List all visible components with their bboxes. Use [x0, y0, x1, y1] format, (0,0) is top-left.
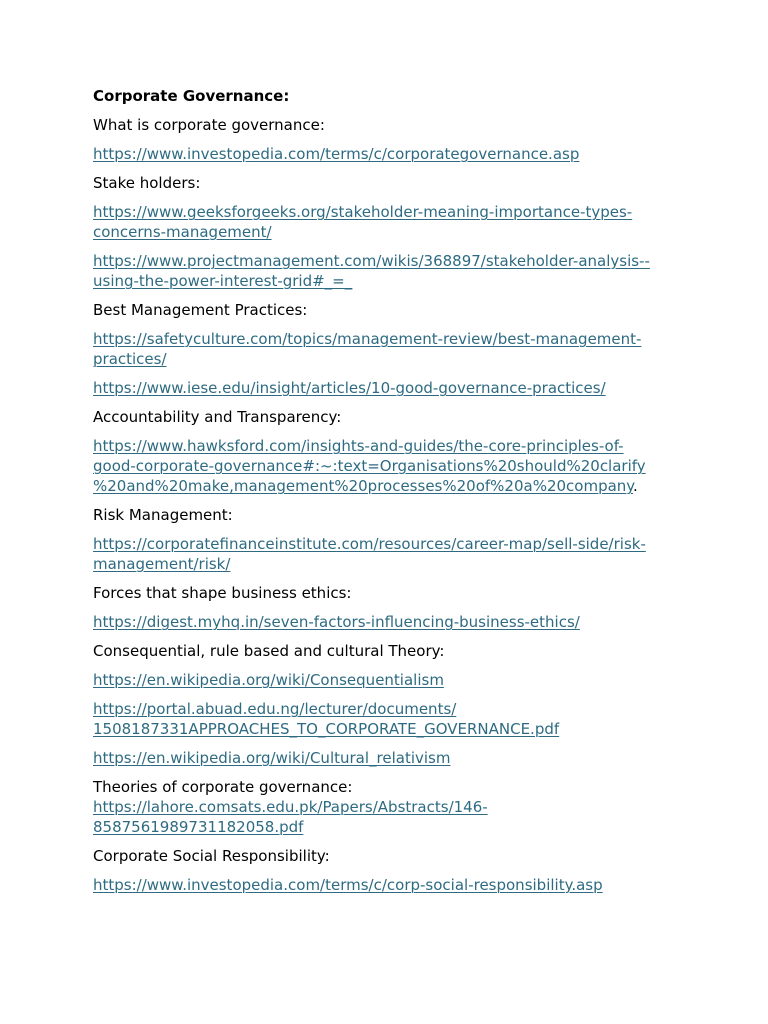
- section-heading: Theories of corporate governance:: [93, 778, 353, 796]
- reference-link[interactable]: [93, 876, 603, 894]
- link-text-line[interactable]: https://safetyculture.com/topics/management-review/best-management-: [93, 330, 642, 348]
- link-paragraph: [93, 748, 678, 768]
- link-text-line[interactable]: https://lahore.comsats.edu.pk/Papers/Abstracts/146-: [93, 798, 488, 816]
- link-text[interactable]: https://en.wikipedia.org/wiki/Consequentialism: [93, 671, 444, 689]
- link-paragraph: [93, 797, 678, 837]
- link-paragraph: [93, 329, 678, 369]
- link-paragraph: [93, 875, 678, 895]
- link-paragraph: [93, 534, 678, 574]
- link-paragraph: [93, 202, 678, 242]
- reference-link[interactable]: [93, 798, 488, 836]
- reference-link[interactable]: [93, 145, 579, 163]
- link-text-line[interactable]: concerns-management/: [93, 223, 272, 241]
- link-paragraph: [93, 670, 678, 690]
- link-text-line[interactable]: https://corporatefinanceinstitute.com/resources/career-map/sell-side/risk-: [93, 535, 646, 553]
- link-text-line[interactable]: good-corporate-governance#:~:text=Organisations%20should%20clarify: [93, 457, 646, 475]
- link-paragraph: [93, 612, 678, 632]
- link-text-line[interactable]: https://www.geeksforgeeks.org/stakeholder-meaning-importance-types-: [93, 203, 633, 221]
- reference-link[interactable]: [93, 379, 606, 397]
- reference-link[interactable]: [93, 535, 646, 573]
- reference-link[interactable]: [93, 203, 632, 241]
- section-heading: Corporate Social Responsibility:: [93, 847, 330, 865]
- link-text-line[interactable]: practices/: [93, 350, 167, 368]
- trailing-punctuation: .: [633, 477, 638, 495]
- link-paragraph: [93, 144, 678, 164]
- section-heading: Consequential, rule based and cultural Theory:: [93, 642, 445, 660]
- section-heading: Stake holders:: [93, 174, 201, 192]
- reference-link[interactable]: [93, 330, 641, 368]
- link-text-line[interactable]: https://portal.abuad.edu.ng/lecturer/documents/: [93, 700, 457, 718]
- section-heading: Best Management Practices:: [93, 301, 308, 319]
- document-page: [93, 86, 678, 895]
- document-content: [93, 106, 678, 895]
- section-heading: What is corporate governance:: [93, 116, 325, 134]
- link-text[interactable]: https://en.wikipedia.org/wiki/Cultural_relativism: [93, 749, 451, 767]
- section-heading: Forces that shape business ethics:: [93, 584, 352, 602]
- reference-link[interactable]: [93, 437, 646, 495]
- section-heading: Accountability and Transparency:: [93, 408, 342, 426]
- link-text-line[interactable]: https://www.hawksford.com/insights-and-guides/the-core-principles-of-: [93, 437, 624, 455]
- link-text[interactable]: https://www.investopedia.com/terms/c/corp-social-responsibility.asp: [93, 876, 603, 894]
- link-text-line[interactable]: using-the-power-interest-grid#_=_: [93, 272, 353, 290]
- reference-link[interactable]: [93, 749, 450, 767]
- reference-link[interactable]: [93, 671, 444, 689]
- link-text-line[interactable]: management/risk/: [93, 555, 231, 573]
- document-title: Corporate Governance:: [93, 87, 290, 105]
- link-text[interactable]: https://www.investopedia.com/terms/c/corporategovernance.asp: [93, 145, 580, 163]
- link-text-line[interactable]: https://www.projectmanagement.com/wikis/368897/stakeholder-analysis--: [93, 252, 650, 270]
- link-paragraph: [93, 699, 678, 739]
- link-text[interactable]: https://digest.myhq.in/seven-factors-influencing-business-ethics/: [93, 613, 580, 631]
- link-text[interactable]: https://www.iese.edu/insight/articles/10-good-governance-practices/: [93, 379, 606, 397]
- link-paragraph: [93, 251, 678, 291]
- reference-link[interactable]: [93, 252, 650, 290]
- link-paragraph: [93, 378, 678, 398]
- link-text-line[interactable]: 8587561989731182058.pdf: [93, 818, 304, 836]
- link-paragraph: [93, 436, 678, 496]
- link-text-line[interactable]: 1508187331APPROACHES_TO_CORPORATE_GOVERNANCE.pdf: [93, 720, 560, 738]
- reference-link[interactable]: [93, 700, 559, 738]
- reference-link[interactable]: [93, 613, 580, 631]
- link-text-line[interactable]: %20and%20make,management%20processes%20of%20a%20company: [93, 477, 634, 495]
- section-heading: Risk Management:: [93, 506, 233, 524]
